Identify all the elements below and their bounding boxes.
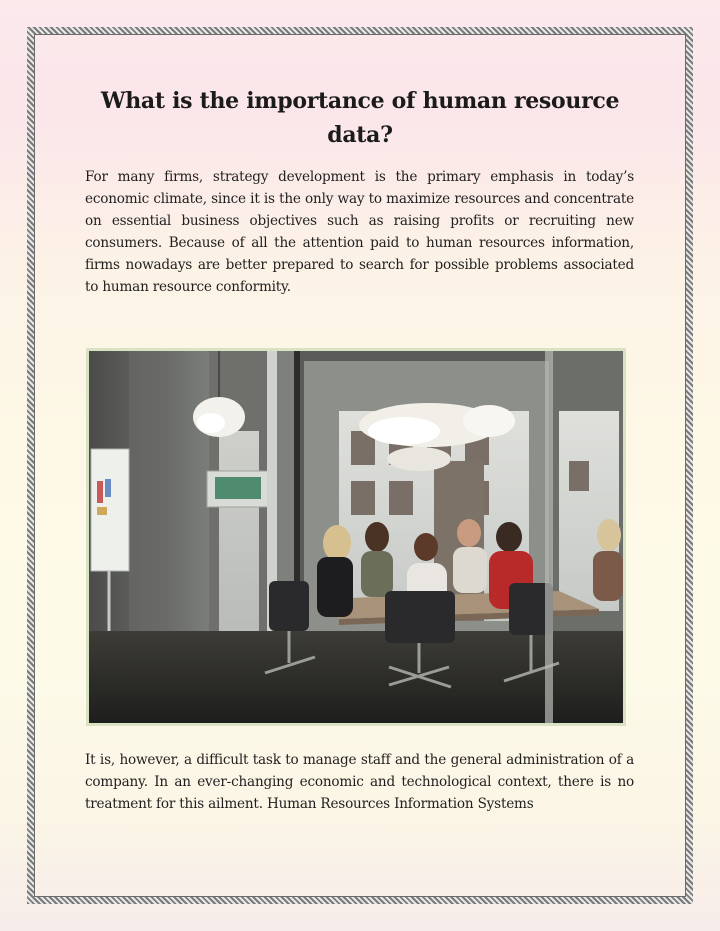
- meeting-room-photo: [86, 348, 626, 726]
- page-title: What is the importance of human resource data?: [100, 88, 620, 148]
- intro-paragraph: For many firms, strategy development is the primary emphasis in today’s economic climate, since it is the only way to maximize resources and concentrate on essential business objectives such as raising profits or recruiting new consumers. Because of all the attention paid to human resources information, firms nowadays are better prepared to search for possible problems associated to human resource conformity.: [85, 169, 634, 295]
- body-paragraph: It is, however, a difficult task to manage staff and the general administration of a company. In an ever-changing economic and technological context, there is no treatment for this ailment. Human Resources Information Systems: [85, 752, 634, 812]
